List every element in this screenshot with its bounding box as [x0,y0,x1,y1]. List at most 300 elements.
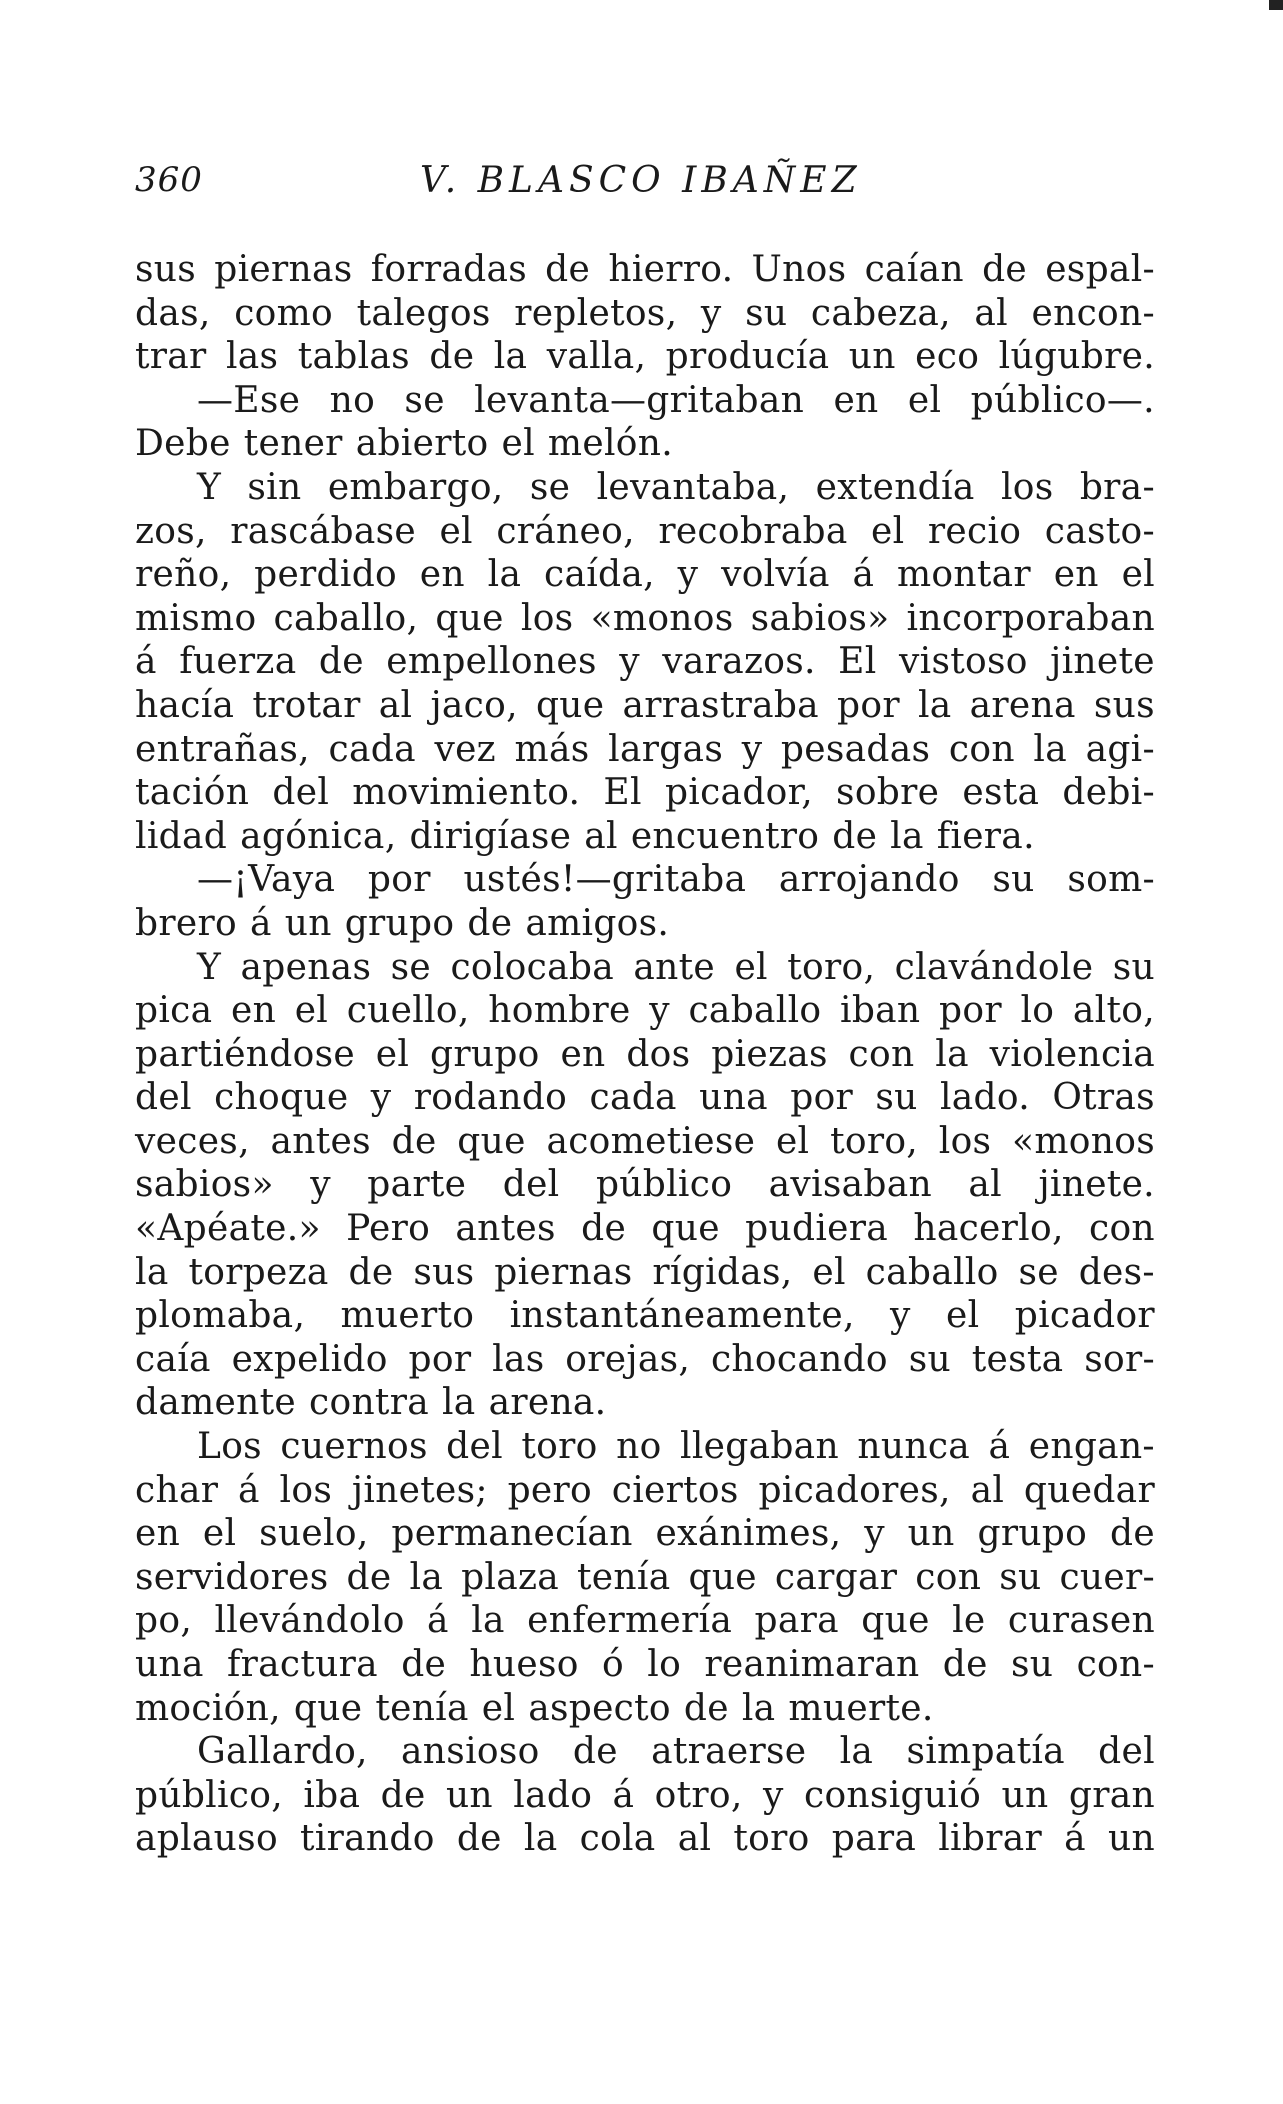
word: casto- [1044,510,1155,552]
word: Unos [751,249,847,290]
word: los [520,597,574,639]
word: con [1089,1208,1155,1250]
page-header [135,160,1155,220]
text-line [135,248,1155,292]
word: enfermería [527,1600,733,1642]
word: lúgubre. [998,336,1155,378]
word: grupo [344,902,455,944]
word: al [970,1469,1005,1511]
word: llegaban [680,1426,839,1468]
word: eco [915,336,980,378]
word: levanta—gritaban [474,379,805,421]
word: caída, [544,554,655,596]
word: lidad [135,815,228,857]
word: la [135,1251,169,1293]
word: la [1033,728,1067,770]
word: Otras [1052,1077,1155,1119]
word: reanimaran [704,1644,920,1685]
text-line [135,1599,1155,1643]
word: sus [1093,684,1155,726]
word: al [677,1818,712,1860]
word: agónica, [240,815,397,857]
word: á [1064,1818,1086,1860]
word: talegos [356,292,491,334]
word: no [616,1426,662,1468]
word: —¡Vaya [197,859,336,901]
word: al [378,684,413,726]
word: tación [135,772,250,814]
word: damente [135,1382,297,1424]
text-line [135,1774,1155,1818]
word: arrastraba [622,684,819,726]
word: El [838,641,877,683]
scan-corner-mark [1269,0,1283,10]
word: arena [969,684,1076,726]
word: la [890,815,924,857]
word: tirando [300,1818,435,1860]
word: toro [733,1818,810,1860]
word: una [135,1644,204,1685]
word: abierto [355,423,489,465]
word: nunca [857,1426,971,1468]
word: parte [367,1164,467,1206]
word: aplauso [135,1818,278,1860]
word: al [974,292,1008,334]
word: incorporaban [906,597,1155,639]
word: se [1018,1251,1059,1293]
word: por [837,684,900,726]
word: «monos [590,597,734,639]
word: cargar [774,1556,898,1598]
word: otro, [654,1774,743,1816]
word: antes [455,1208,556,1250]
text-line [135,815,1155,859]
word: público [595,1164,733,1206]
word: la [917,684,952,726]
word: un [445,1774,493,1816]
word: y [310,1164,331,1206]
text-line [135,335,1155,379]
word: levantaba, [596,466,790,508]
word: Y [197,466,222,508]
word: toro, [830,1120,919,1162]
word: su [1011,1644,1054,1685]
word: picadores, [758,1469,951,1511]
word: das, [135,292,211,334]
word: arena. [488,1382,607,1424]
word: al [968,1164,1002,1206]
word: exánimes, [655,1513,842,1555]
word: en [1053,554,1099,596]
word: un [284,902,332,944]
word: char [135,1469,219,1511]
word: y [741,728,763,770]
word: vistoso [899,641,1028,683]
word: expelido [231,1338,388,1380]
word: las [492,1338,545,1380]
word: des- [1078,1251,1155,1293]
word: público, [135,1774,283,1816]
text-line [135,1163,1155,1207]
word: á [427,1600,449,1642]
word: cada [328,728,416,770]
text-line [135,292,1155,336]
word: que [651,1208,720,1250]
running-head: V. BLASCO IBAÑEZ [420,160,862,201]
text-line [135,1556,1155,1600]
word: «Apéate.» [135,1208,321,1250]
word: de [467,902,513,944]
word: engan- [1028,1426,1155,1468]
word: del [1098,1731,1155,1773]
word: Y [197,946,222,988]
word: el [812,1251,846,1293]
word: el [439,510,473,552]
word: avisaban [768,1164,932,1206]
word: de [1109,1513,1155,1555]
word: toro [521,1426,598,1468]
text-line [135,597,1155,641]
text-line [135,510,1155,554]
word: valla, [546,336,647,378]
word: con- [1076,1644,1155,1685]
word: el [375,1033,410,1075]
word: con [848,1033,915,1075]
word: tablas [297,336,410,378]
word: grupo [429,1033,540,1075]
word: de [982,249,1028,290]
word: un [848,336,896,378]
word: la [487,554,522,596]
word: Debe [135,423,231,465]
word: picador [1014,1295,1155,1337]
word: del [135,1077,192,1119]
word: y [619,641,640,683]
word: plaza [461,1556,560,1598]
word: tenía [577,1556,671,1598]
word: pica [135,990,213,1032]
word: quedar [1023,1469,1155,1511]
text-line [135,1207,1155,1251]
word: la [839,1731,874,1773]
word: á [135,641,157,683]
word: picador, [664,772,813,814]
word: melón. [547,423,673,465]
word: trotar [252,684,361,726]
word: los [938,1120,992,1162]
word: su [992,859,1035,901]
text-line [135,1120,1155,1164]
word: tener [243,423,343,465]
text-line [135,422,1155,466]
word: lo [1020,990,1055,1032]
word: varazos. [662,641,816,683]
word: y [700,292,722,334]
text-line [135,466,1155,510]
text-line [135,1033,1155,1077]
word: forradas [370,249,527,290]
word: el [775,1120,810,1162]
word: del [502,1164,560,1206]
word: la [935,1033,969,1075]
word: cabeza, [810,292,951,334]
word: dirigíase [409,815,572,857]
word: piernas [214,249,353,290]
word: por [367,859,431,901]
word: un [1001,1774,1049,1816]
word: rodando [413,1077,568,1119]
text-line [135,1425,1155,1469]
word: los [279,1469,333,1511]
text-line [135,1338,1155,1382]
word: perdido [254,554,398,596]
word: hacía [135,684,235,726]
word: y [677,554,699,596]
word: choque [214,1077,349,1119]
word: ustés!—gritaba [463,859,747,901]
word: veces, [135,1120,250,1162]
word: orejas, [565,1338,691,1380]
text-line [135,1469,1155,1513]
word: el [1121,554,1155,596]
word: permanecían [391,1513,633,1555]
word: á [988,1426,1011,1468]
word: encuentro [630,815,820,857]
word: bra- [1079,466,1155,508]
word: repletos, [514,292,678,334]
word: el [871,510,905,552]
word: lo [647,1644,682,1685]
text-line [135,728,1155,772]
word: de [942,1644,988,1685]
word: el [501,423,535,465]
word: cuernos [280,1426,428,1468]
word: más [514,728,590,770]
word: ó [602,1644,625,1685]
word: que [688,1556,757,1598]
word: vez [434,728,496,770]
word: producía [665,336,830,378]
word: recio [927,510,1022,552]
word: los [1000,466,1054,508]
word: montar [897,554,1031,596]
word: en [135,1513,181,1555]
word: con [915,1556,982,1598]
word: la [441,1382,476,1424]
word: la [523,1818,558,1860]
text-line [135,553,1155,597]
word: acometiese [546,1120,756,1162]
word: muerto [340,1295,475,1337]
text-line [135,771,1155,815]
word: hacerlo, [913,1208,1064,1250]
word: fiera. [936,815,1035,857]
word: fractura [227,1644,378,1685]
word: de [572,1731,618,1773]
text-line [135,684,1155,728]
word: que [435,597,504,639]
word: mismo [135,597,257,639]
text-line [135,946,1155,990]
text-line [135,1643,1155,1687]
word: un [1107,1818,1155,1860]
word: á [852,554,875,596]
word: clavándole [894,946,1094,988]
word: espal- [1045,249,1155,290]
word: pudiera [745,1208,889,1250]
word: instantáneamente, [509,1295,855,1337]
word: jaco, [430,684,518,726]
word: rascábase [230,510,416,552]
word: zos, [135,510,207,552]
word: pero [507,1469,593,1511]
text-line [135,1817,1155,1861]
word: se [404,379,445,421]
word: y [649,990,670,1032]
word: grupo [977,1513,1088,1555]
word: de [429,336,475,378]
word: esta [962,772,1040,814]
word: trar [135,336,207,378]
word: toro, [787,946,876,988]
word: testa [971,1338,1064,1380]
word: se [529,466,571,508]
word: el [202,1513,237,1555]
word: sin [247,466,302,508]
word: iban [840,990,921,1032]
word: suelo, [259,1513,369,1555]
word: á [249,902,272,944]
word: sobre [836,772,940,814]
word: caballo [688,990,822,1032]
word: el [907,379,942,421]
word: fuerza [179,641,297,683]
word: la [471,1600,505,1642]
word: ciertos [611,1469,739,1511]
word: de [545,249,591,290]
word: embargo, [327,466,504,508]
word: —Ese [197,379,301,421]
word: alto, [1072,990,1155,1032]
word: de [401,1644,447,1685]
word: su [908,1338,951,1380]
word: en [419,554,465,596]
word: el [294,990,329,1032]
word: la [409,1556,444,1598]
word: su [999,1556,1042,1598]
word: caballo [865,1251,999,1293]
word: reño, [135,554,232,596]
word: jinete [1050,641,1155,683]
word: de [391,1120,437,1162]
word: por [790,1077,854,1119]
word: con [948,728,1015,770]
text-line [135,902,1155,946]
word: un [907,1513,955,1555]
word: recobraba [658,510,848,552]
word: de [346,1556,392,1598]
word: El [603,772,642,814]
word: po, [135,1600,193,1642]
word: de [348,1251,394,1293]
word: extendía [815,466,975,508]
page-number: 360 [135,160,203,200]
word: en [560,1033,606,1075]
word: ansioso [401,1731,540,1773]
word: tenía [375,1687,469,1729]
word: de [456,1818,502,1860]
word: hombre [488,990,631,1032]
word: su [1112,946,1155,988]
word: encon- [1031,292,1155,334]
word: á [238,1469,260,1511]
word: piernas [494,1251,633,1293]
word: que [861,1600,930,1642]
word: las [225,336,279,378]
word: plomaba, [135,1295,306,1337]
text-line [135,1251,1155,1295]
word: debi- [1062,772,1155,814]
text-line [135,1381,1155,1425]
text-line [135,1294,1155,1338]
word: Gallardo, [197,1731,368,1773]
word: Pero [346,1208,431,1250]
word: hierro. [608,249,734,290]
word: brero [135,902,237,944]
word: caía [135,1338,211,1380]
word: su [875,1077,918,1119]
word: y [864,1513,885,1555]
word: amigos. [525,902,670,944]
text-line [135,379,1155,423]
word: en [231,990,277,1032]
word: una [699,1077,768,1119]
word: el [481,1687,516,1729]
word: cuello, [346,990,470,1032]
word: de [380,1774,426,1816]
word: cuer- [1059,1556,1155,1598]
word: á [612,1774,635,1816]
word: servidores [135,1556,329,1598]
word: largas [608,728,724,770]
word: som- [1067,859,1155,901]
word: chocando [710,1338,888,1380]
word: del [446,1426,503,1468]
word: lado [513,1774,593,1816]
word: partiéndose [135,1033,355,1075]
word: moción, [135,1687,281,1729]
word: que [293,1687,363,1729]
word: no [329,379,376,421]
word: como [234,292,334,334]
word: contra [309,1382,429,1424]
word: que [535,684,605,726]
word: de [318,641,364,683]
word: muerte. [788,1687,934,1729]
word: aspecto [528,1687,671,1729]
word: el [945,1295,980,1337]
word: caían [864,249,964,290]
body-text [135,248,1155,1861]
word: Los [197,1426,262,1468]
word: lado. [939,1077,1030,1119]
word: sor- [1084,1338,1155,1380]
word: por [408,1338,472,1380]
word: empellones [386,641,597,683]
word: atraerse [651,1731,807,1773]
word: pesadas [780,728,931,770]
text-line [135,1076,1155,1120]
